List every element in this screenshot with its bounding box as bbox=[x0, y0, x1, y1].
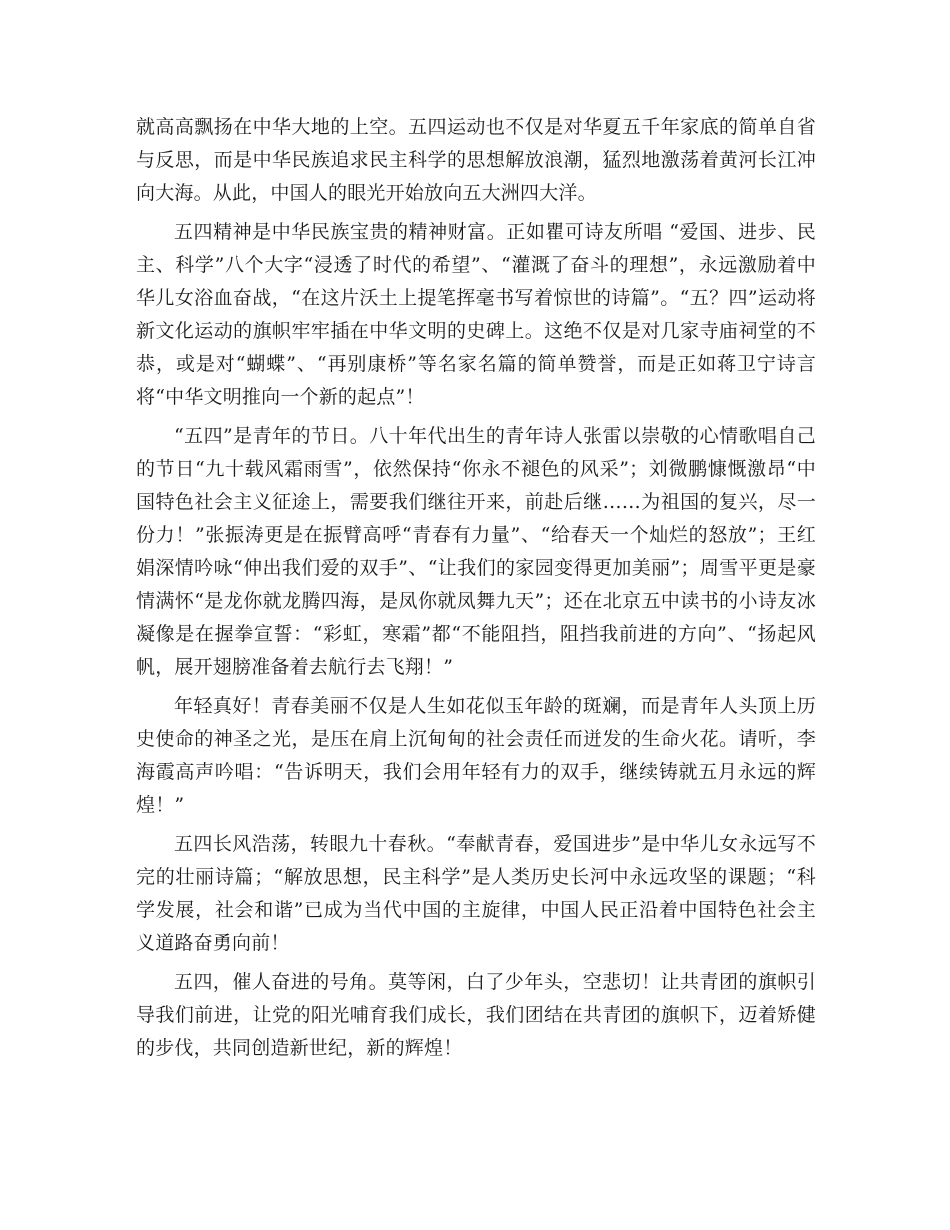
paragraph-may-fourth-spirit: 五四精神是中华民族宝贵的精神财富。正如瞿可诗友所唱 “爱国、进步、民主、科学”八个大字“浸透了时代的希望”、“灌溉了奋斗的理想”，永远激励着中华儿女浴血奋战，“在这片沃土上提笔挥毫书写着惊世的诗篇”。“五？四”运动将新文化运动的旗帜牢牢插在中华文明的史碑上。这绝不仅是对几家寺庙祠堂的不恭，或是对“蝴蝶”、“再别康桥”等名家名篇的简单赞誉，而是正如蒋卫宁诗言将“中华文明推向一个新的起点”！ bbox=[136, 221, 816, 408]
paragraph-continuation: 就高高飘扬在中华大地的上空。五四运动也不仅是对华夏五千年家底的简单自省与反思，而是中华民族追求民主科学的思想解放浪潮，猛烈地激荡着黄河长江冲向大海。从此，中国人的眼光开始放向五大洲四大洋。 bbox=[136, 116, 816, 204]
document-body bbox=[136, 111, 816, 1065]
paragraph-youth-festival: “五四”是青年的节日。八十年代出生的青年诗人张雷以崇敬的心情歌唱自己的节日“九十载风霜雨雪”，依然保持“你永不褪色的风采”；刘微鹏慷慨激昂“中国特色社会主义征途上，需要我们继往开来，前赴后继……为祖国的复兴，尽一份力！”张振涛更是在振臂高呼“青春有力量”、“给春天一个灿烂的怒放”；王红娟深情吟咏“伸出我们爱的双手”、“让我们的家园变得更加美丽”；周雪平更是豪情满怀“是龙你就龙腾四海，是凤你就凤舞九天”；还在北京五中读书的小诗友冰凝像是在握拳宣誓：“彩虹，寒霜”都“不能阻挡，阻挡我前进的方向”、“扬起风帆，展开翅膀准备着去航行去飞翔！” bbox=[136, 425, 816, 678]
paragraph-ninety-years: 五四长风浩荡，转眼九十春秋。“奉献青春，爱国进步”是中华儿女永远写不完的壮丽诗篇；“解放思想，民主科学”是人类历史长河中永远攻坚的课题；“科学发展，社会和谐”已成为当代中国的主旋律，中国人民正沿着中国特色社会主义道路奋勇向前！ bbox=[136, 833, 816, 954]
paragraph-youth-is-good: 年轻真好！青春美丽不仅是人生如花似玉年龄的斑斓，而是青年人头顶上历史使命的神圣之光，是压在肩上沉甸甸的社会责任而迸发的生命火花。请听，李海霞高声吟唱：“告诉明天，我们会用年轻有力的双手，继续铸就五月永远的辉煌！” bbox=[136, 695, 816, 816]
paragraph-closing: 五四，催人奋进的号角。莫等闲，白了少年头，空悲切！让共青团的旗帜引导我们前进，让党的阳光哺育我们成长，我们团结在共青团的旗帜下，迈着矫健的步伐，共同创造新世纪，新的辉煌！ bbox=[136, 971, 816, 1059]
